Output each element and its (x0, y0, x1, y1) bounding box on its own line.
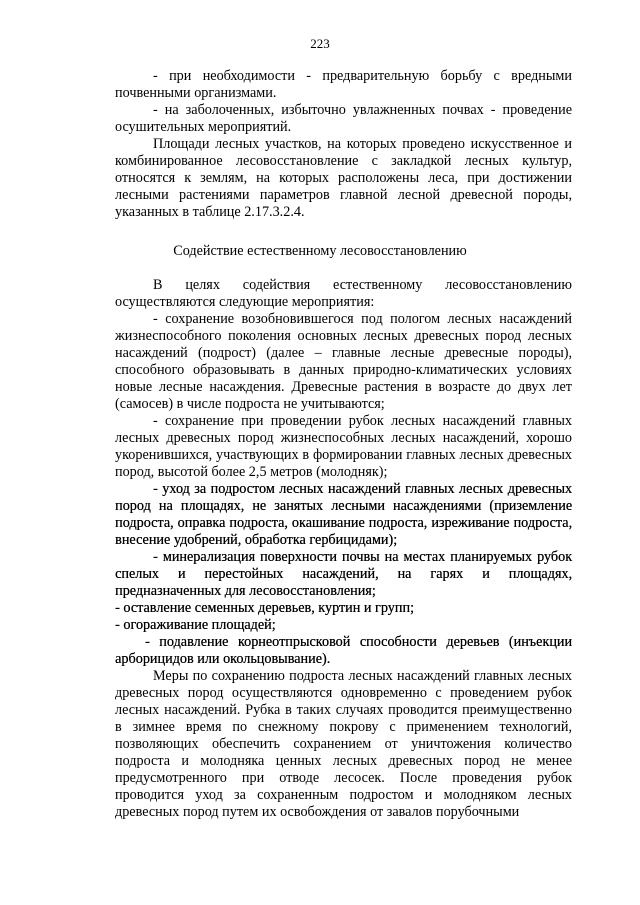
paragraph-intro: В целях содействия естественному лесовосстановлению осуществляются следующие мероприятия: (115, 277, 572, 310)
section-heading: Содействие естественному лесовосстановлению (173, 243, 467, 259)
list-item-fencing: - огораживание площадей; (115, 617, 276, 633)
list-item-suppression: - подавление корнеотпрысковой способности деревьев (инъекции арборицидов или окольцовывание). (115, 634, 572, 667)
paragraph-drainage: - на заболоченных, избыточно увлажненных почвах - проведение осушительных мероприятий. (115, 102, 572, 135)
paragraph-forest-areas: Площади лесных участков, на которых проведено искусственное и комбинированное лесовосстановление с закладкой лесных культур, относятся к землям, на которых расположены леса, при достижении лесными растениями параметров главной лесной древесной породы, указанных в таблице 2.17.3.2.4. (115, 136, 572, 220)
section-text-block (115, 277, 572, 821)
list-item-undergrowth: - сохранение возобновившегося под пологом лесных насаждений жизнеспособного поколения основных лесных древесных пород лесных насаждений (подрост) (далее – главные лесные древесные породы), способного образовывать в данных природно-климатических условиях новые лесные насаждения. Древесные растения в возрасте до двух лет (самосев) в числе подроста не учитываются; (115, 311, 572, 412)
top-text-block (115, 68, 572, 221)
page-number: 223 (310, 36, 330, 51)
paragraph-pest-control: - при необходимости - предварительную борьбу с вредными почвенными организмами. (115, 68, 572, 101)
list-item-seed-trees: - оставление семенных деревьев, куртин и групп; (115, 600, 414, 616)
list-item-care: - уход за подростом лесных насаждений главных лесных древесных пород на площадях, не занятых лесными насаждениями (приземление подроста, оправка подроста, окашивание подроста, изреживание подроста, внесение удобрений, обработка гербицидами); (115, 481, 572, 548)
list-item-young-growth: - сохранение при проведении рубок лесных насаждений главных лесных древесных пород жизнеспособных лесных насаждений, хорошо укоренившихся, участвующих в формировании главных лесных древесных пород, высотой более 2,5 метров (молодняк); (115, 413, 572, 480)
paragraph-measures: Меры по сохранению подроста лесных насаждений главных лесных древесных пород осуществляются одновременно с проведением рубок лесных насаждений. Рубка в таких случаях проводится преимущественно в зимнее время по снежному покрову с применением технологий, позволяющих обеспечить сохранением от уничтожения количество подроста и молодняка ценных лесных древесных пород не менее предусмотренного при отводе лесосек. После проведения рубок проводится уход за сохраненным подростом и молодняком лесных древесных пород путем их освобождения от завалов порубочными (115, 668, 572, 820)
list-item-mineralization: - минерализация поверхности почвы на местах планируемых рубок спелых и перестойных насаждений, на гарях и площадях, предназначенных для лесовосстановления; (115, 549, 572, 599)
